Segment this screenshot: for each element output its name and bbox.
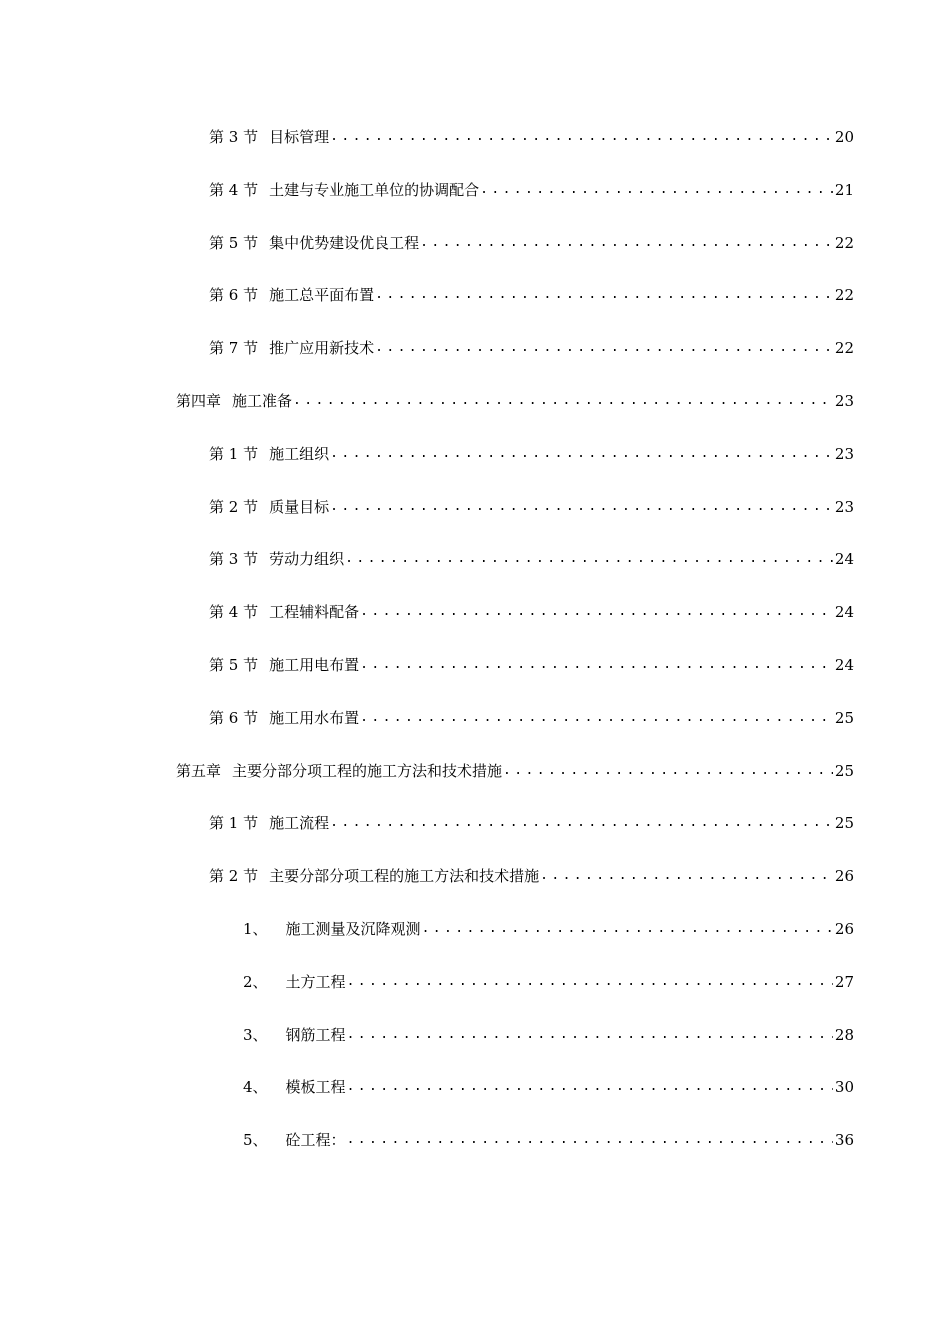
toc-entry-title: 集中优势建设优良工程 — [269, 233, 420, 252]
toc-entry-number: 第 5 节 — [209, 655, 259, 674]
toc-dot-leader — [422, 914, 833, 944]
toc-dot-leader — [330, 492, 833, 522]
toc-entry-number: 第 4 节 — [209, 603, 259, 622]
toc-entry-page-number: 23 — [834, 391, 854, 410]
toc-entry-page-number: 26 — [834, 919, 854, 938]
toc-entry-page-number: 28 — [834, 1025, 854, 1044]
toc-entry-title: 主要分部分项工程的施工方法和技术措施 — [232, 761, 503, 780]
toc-entry-number: 5、 — [243, 1131, 268, 1150]
toc-entry[interactable] — [0, 492, 950, 545]
toc-entry-title: 工程辅料配备 — [269, 603, 360, 622]
table-of-contents — [0, 122, 950, 1178]
toc-entry-title: 施工用电布置 — [269, 655, 360, 674]
toc-entry-page-number: 25 — [834, 814, 854, 833]
toc-entry-page-number: 25 — [834, 708, 854, 727]
toc-dot-leader — [345, 544, 833, 574]
toc-entry-number: 第四章 — [176, 391, 222, 410]
toc-entry[interactable] — [0, 228, 950, 281]
toc-entry[interactable] — [0, 333, 950, 386]
toc-entry-page-number: 24 — [834, 603, 854, 622]
toc-entry-page-number: 27 — [834, 972, 854, 991]
toc-entry-page-number: 23 — [834, 497, 854, 516]
toc-entry-number: 第 1 节 — [209, 444, 259, 463]
toc-entry-number: 第 6 节 — [209, 708, 259, 727]
toc-dot-leader — [480, 175, 833, 205]
toc-entry[interactable] — [0, 1125, 950, 1178]
toc-entry-number: 第 2 节 — [209, 497, 259, 516]
toc-entry-title: 施工总平面布置 — [269, 286, 375, 305]
toc-entry-number: 第五章 — [176, 761, 222, 780]
toc-dot-leader — [347, 967, 833, 997]
toc-entry-title: 施工准备 — [232, 391, 293, 410]
toc-entry[interactable] — [0, 439, 950, 492]
toc-entry-page-number: 24 — [834, 655, 854, 674]
toc-dot-leader — [503, 756, 833, 786]
toc-dot-leader — [540, 861, 833, 891]
toc-entry-title: 质量目标 — [269, 497, 330, 516]
toc-dot-leader — [375, 333, 833, 363]
toc-dot-leader — [330, 808, 833, 838]
toc-entry-title: 主要分部分项工程的施工方法和技术措施 — [269, 867, 540, 886]
toc-entry-number: 第 4 节 — [209, 180, 259, 199]
toc-entry[interactable] — [0, 175, 950, 228]
toc-entry[interactable] — [0, 967, 950, 1020]
toc-entry-number: 第 2 节 — [209, 867, 259, 886]
toc-entry-title: 钢筋工程 — [285, 1025, 346, 1044]
toc-entry-title: 模板工程 — [285, 1078, 346, 1097]
toc-entry-title: 施工测量及沉降观测 — [285, 919, 421, 938]
toc-entry[interactable] — [0, 544, 950, 597]
toc-dot-leader — [347, 1072, 833, 1102]
toc-entry-number: 1、 — [243, 919, 268, 938]
toc-entry-title: 砼工程： — [285, 1131, 346, 1150]
toc-dot-leader — [420, 228, 833, 258]
toc-entry[interactable] — [0, 122, 950, 175]
toc-entry-page-number: 21 — [834, 180, 854, 199]
toc-entry-title: 施工流程 — [269, 814, 330, 833]
toc-dot-leader — [330, 122, 833, 152]
toc-entry-number: 第 5 节 — [209, 233, 259, 252]
toc-entry-page-number: 22 — [834, 286, 854, 305]
toc-entry-title: 目标管理 — [269, 128, 330, 146]
toc-dot-leader — [293, 386, 833, 416]
toc-dot-leader — [360, 650, 833, 680]
toc-entry-page-number: 25 — [834, 761, 854, 780]
toc-entry[interactable] — [0, 1072, 950, 1125]
toc-entry-page-number: 24 — [834, 550, 854, 569]
toc-entry[interactable] — [0, 650, 950, 703]
toc-entry-number: 第 6 节 — [209, 286, 259, 305]
toc-entry-page-number: 20 — [834, 128, 854, 146]
toc-entry[interactable] — [0, 703, 950, 756]
toc-entry-title: 推广应用新技术 — [269, 339, 375, 358]
toc-entry[interactable] — [0, 861, 950, 914]
toc-entry-page-number: 36 — [834, 1131, 854, 1150]
toc-entry-number: 第 7 节 — [209, 339, 259, 358]
toc-entry[interactable] — [0, 386, 950, 439]
toc-entry-title: 土建与专业施工单位的协调配合 — [269, 180, 480, 199]
toc-dot-leader — [347, 1125, 833, 1155]
toc-entry[interactable] — [0, 597, 950, 650]
toc-dot-leader — [360, 703, 833, 733]
toc-entry[interactable] — [0, 280, 950, 333]
toc-entry-page-number: 22 — [834, 233, 854, 252]
toc-entry[interactable] — [0, 808, 950, 861]
toc-entry-page-number: 23 — [834, 444, 854, 463]
toc-entry-number: 第 1 节 — [209, 814, 259, 833]
toc-entry-number: 第 3 节 — [209, 550, 259, 569]
toc-entry-number: 2、 — [243, 972, 268, 991]
toc-dot-leader — [360, 597, 833, 627]
toc-dot-leader — [375, 280, 833, 310]
toc-entry[interactable] — [0, 1020, 950, 1073]
toc-dot-leader — [330, 439, 833, 469]
toc-entry-title: 劳动力组织 — [269, 550, 345, 569]
toc-entry-title: 施工用水布置 — [269, 708, 360, 727]
toc-dot-leader — [347, 1020, 833, 1050]
toc-entry[interactable] — [0, 756, 950, 809]
toc-entry-title: 土方工程 — [285, 972, 346, 991]
toc-entry-page-number: 30 — [834, 1078, 854, 1097]
toc-entry-page-number: 22 — [834, 339, 854, 358]
toc-entry-number: 4、 — [243, 1078, 268, 1097]
toc-entry-page-number: 26 — [834, 867, 854, 886]
toc-entry-number: 3、 — [243, 1025, 268, 1044]
toc-entry-title: 施工组织 — [269, 444, 330, 463]
toc-entry-number: 第 3 节 — [209, 128, 259, 146]
toc-entry[interactable] — [0, 914, 950, 967]
